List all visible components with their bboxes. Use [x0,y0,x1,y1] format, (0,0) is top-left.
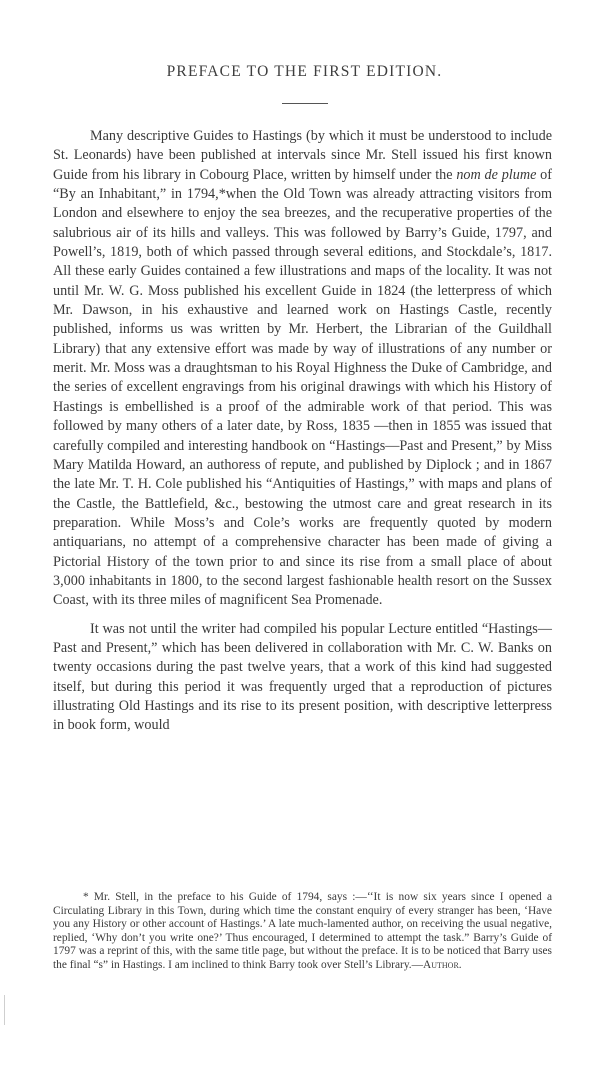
page-edge-mark [4,995,5,1025]
paragraph-1 [53,127,552,611]
footnote [53,891,552,973]
paragraph-1-text-a: Many descriptive Guides to Hastings (by which it must be understood to include St. Leonards) have been published at intervals since Mr. Stell issued his first known Guide from his library in Cobourg Place, written by himself under the [53,128,552,183]
footnote-text: * Mr. Stell, in the preface to his Guide of 1794, says :—‘‘It is now six years since I opened a Circulating Library in this Town, during which time the constant enquiry of every stranger has been, ‘Have you any History or other account of Hastings.’ A late much-lamented author, on receiving the usual negative, replied, ‘Why don’t you write one?’ Thus encouraged, I determined to attempt the task.” Barry’s Guide of 1797 was a reprint of this, with the same title page, but without the preface. It is to be noticed that Barry uses the final “s” in Hastings. I am inclined to think Barry took over Stell’s Library.— [53,891,552,971]
preface-heading: PREFACE TO THE FIRST EDITION. [166,63,443,80]
nom-de-plume-phrase: nom de plume [456,166,537,183]
footnote-paragraph [53,891,552,973]
footnote-signature: Author. [423,958,462,971]
heading-rule [282,103,328,104]
preface-body [53,127,552,736]
paragraph-2: It was not until the writer had compiled his popular Lecture entitled “Hastings—Past and Present,” which has been delivered in collaboration with Mr. C. W. Banks on twenty occasions during the past twelve years, that a work of this kind had suggested itself, but during this period it was frequently urged that a reproduction of pictures illustrating Old Hastings and its rise to its present position, with descriptive letterpress in book form, would [53,620,552,734]
paragraph-1-text-b: of “By an Inhabitant,” in 1794,*when the Old Town was already attracting visitors from London and elsewhere to enjoy the sea breezes, and the recuperative properties of the salubrious air of its hills and valleys. This was followed by Barry’s Guide, 1797, and Powell’s, 1819, both of which passed through several editions, and Stockdale’s, 1817. All these early Guides contained a few illustrations and maps of the locality. It was not until Mr. W. G. Moss published his excellent Guide in 1824 (the letterpress of which Mr. Dawson, in his exhaustive and learned work on Hastings Castle, recently published, informs us was written by Mr. Herbert, the Librarian of the Guildhall Library) that any extensive effort was made by way of illustrations of any number or merit. Mr. Moss was a draughtsman to his Royal Highness the Duke of Cambridge, and the series of excellent engravings from his original drawings with which his History of Hastings is embellished is a proof of the admirable work of that period. This was followed by many others of a later date, by Ross, 1835 —then in 1855 was issued that carefully compiled and interesting handbook on “Hastings—Past and Present,” by Miss Mary Matilda Howard, an authoress of repute, and published by Diplock ; and in 1867 the late Mr. T. H. Cole published his “Antiquities of Hastings,” with maps and plans of the Castle, the Battlefield, &c., bestowing the utmost care and great research in its preparation. While Moss’s and Cole’s works are frequently quoted by modern antiquarians, no attempt of a comprehensive character has been made of giving a Pictorial History of the town prior to and since its rise from a small place of about 3,000 inhabitants in 1800, to the second largest fashionable health resort on the Sussex Coast, with its three miles of magnificent Sea Promenade. [53,166,552,609]
